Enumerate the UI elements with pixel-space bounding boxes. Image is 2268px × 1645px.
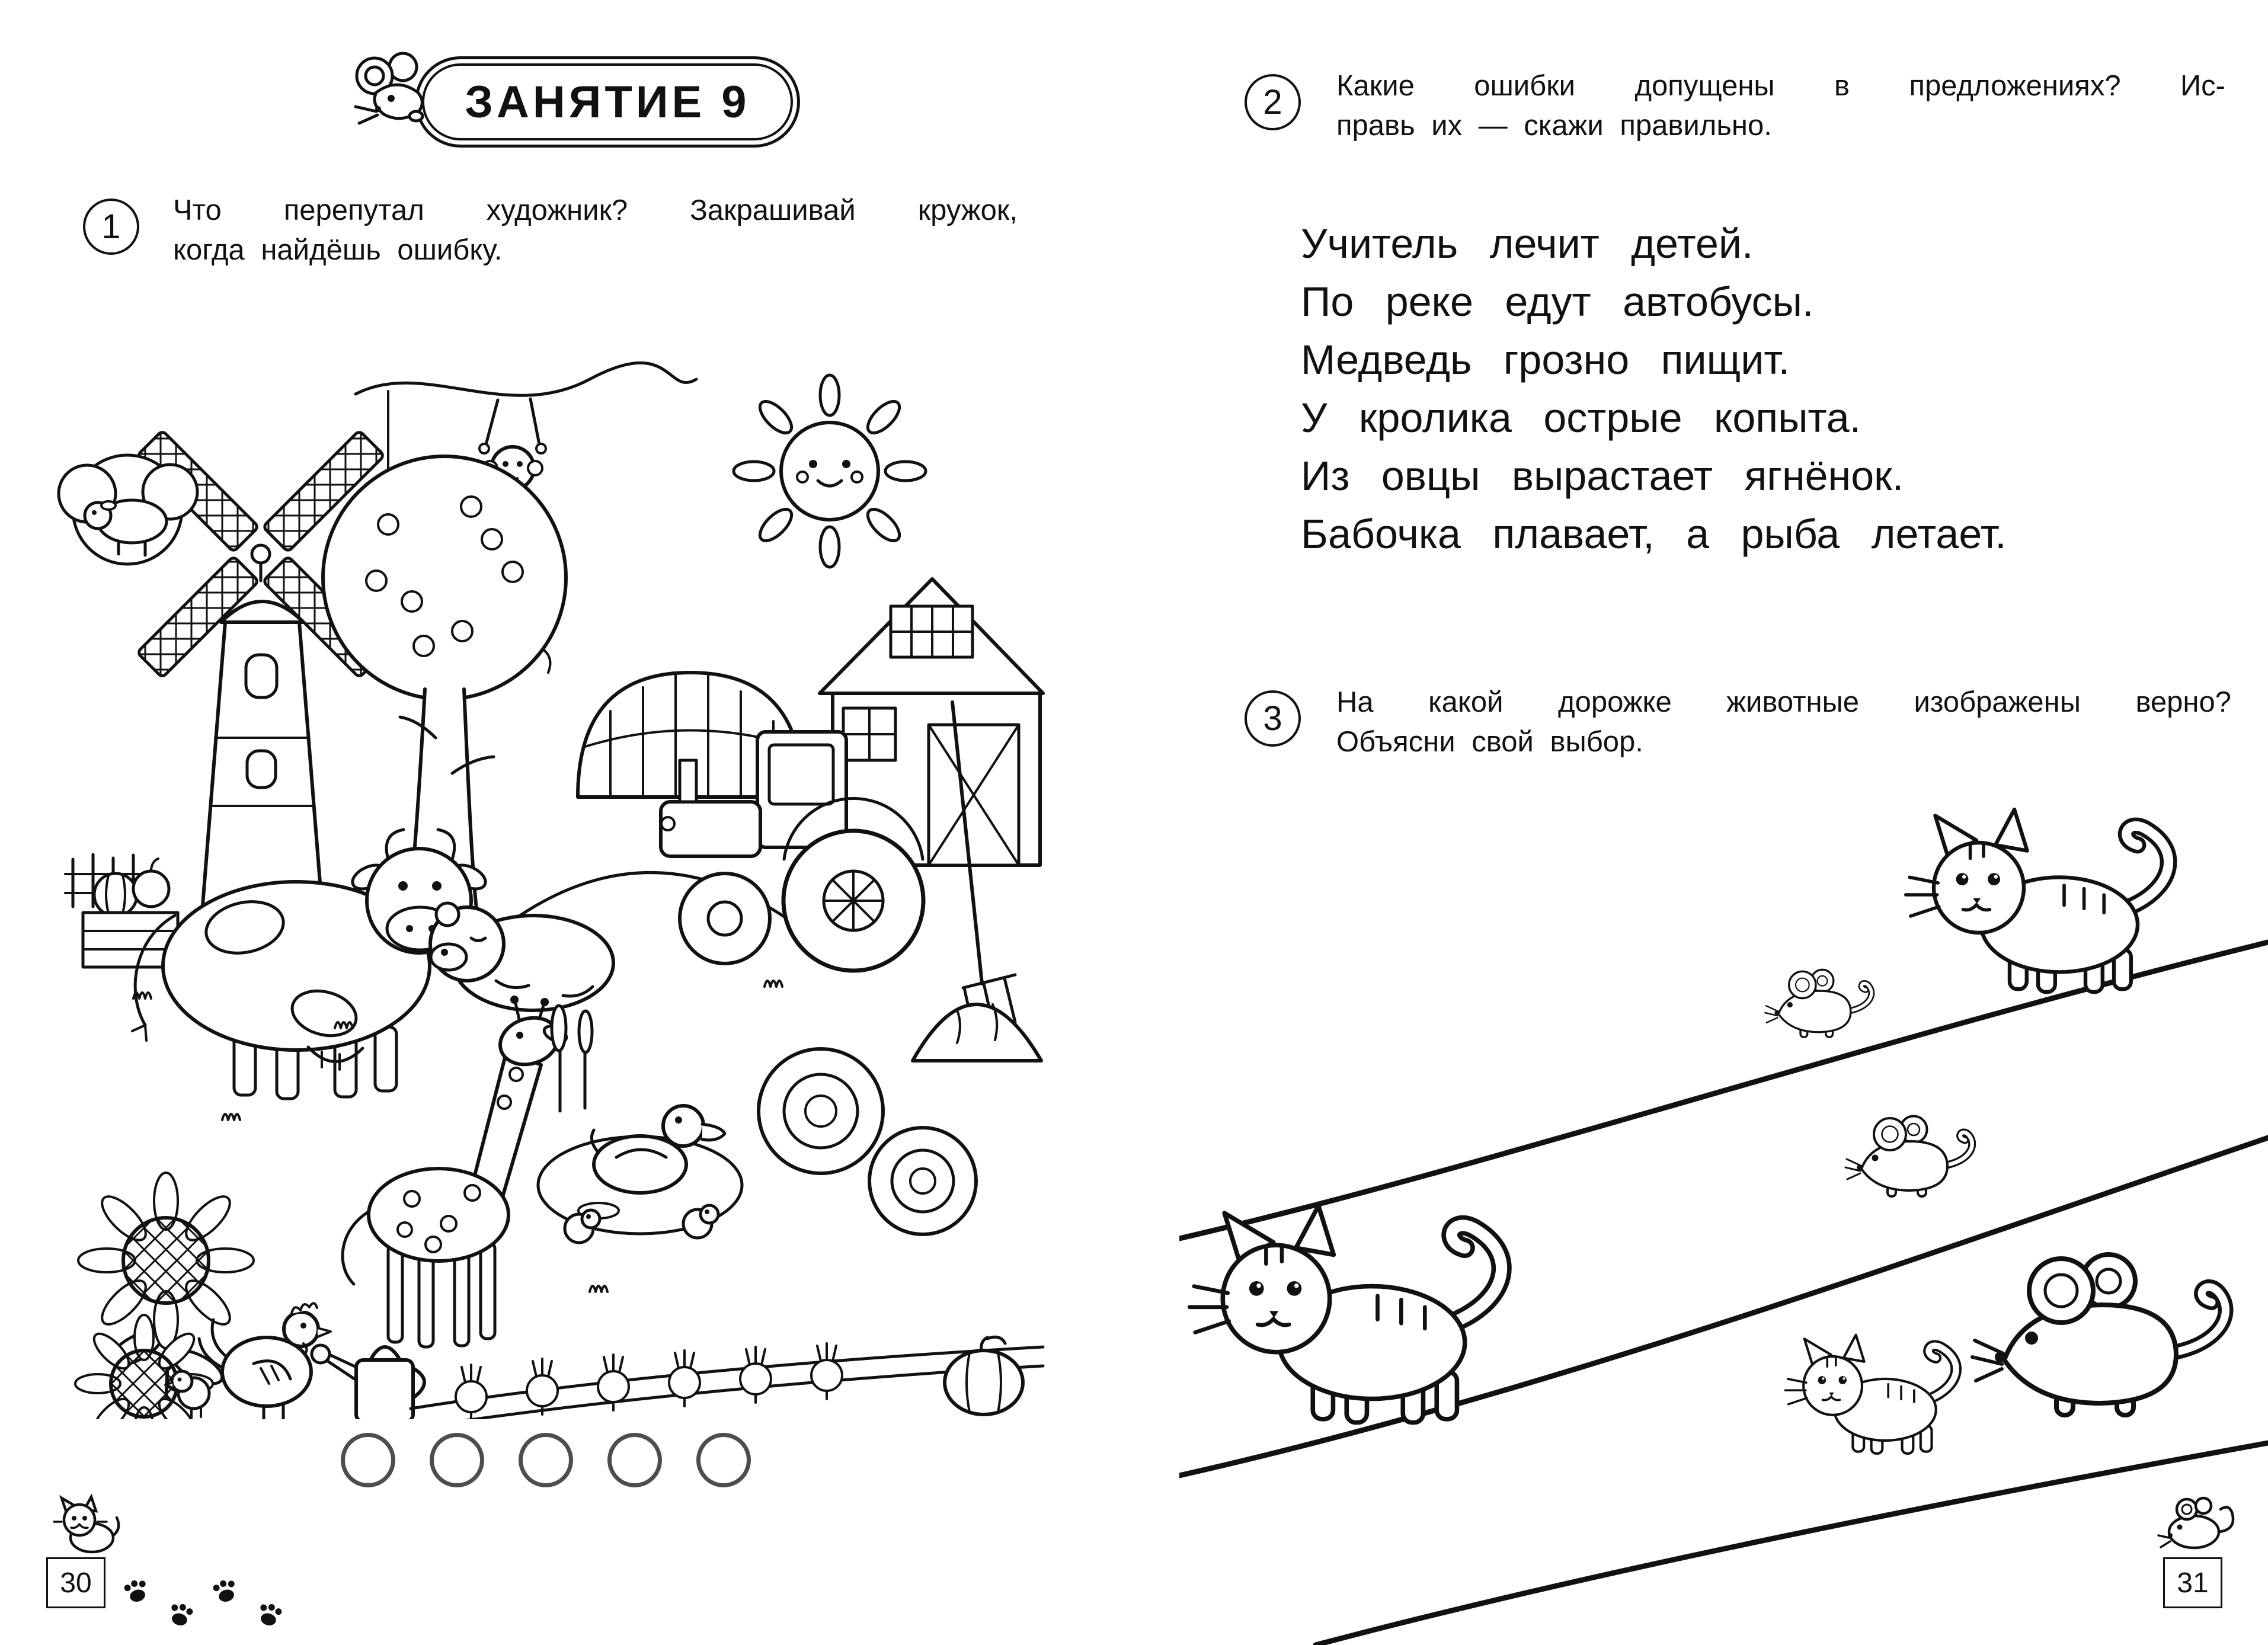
task3-number: 3 bbox=[1245, 690, 1301, 747]
task3-line1: На какой дорожке животные изображены верно? bbox=[1336, 686, 2231, 718]
barn bbox=[820, 579, 1043, 865]
task3-line2: Объясни свой выбор. bbox=[1336, 726, 1643, 758]
header-mouse-icon bbox=[344, 40, 444, 135]
sun-icon bbox=[734, 375, 926, 567]
task2-number: 2 bbox=[1245, 74, 1301, 130]
answer-circle-5[interactable] bbox=[696, 1433, 751, 1487]
paths-scene-illustration bbox=[1179, 788, 2268, 1645]
farm-scene-illustration bbox=[56, 323, 1046, 1419]
sentence-5: Из овцы вырастает ягнёнок. bbox=[1301, 453, 1904, 499]
watering-can bbox=[312, 1345, 424, 1419]
lesson-title: ЗАНЯТИЕ 9 bbox=[422, 63, 793, 140]
sentence-3: Медведь грозно пищит. bbox=[1301, 337, 1790, 383]
page-number-right: 31 bbox=[2163, 1557, 2222, 1608]
bottom-row-mouse bbox=[1972, 1254, 2226, 1415]
answer-circle-2[interactable] bbox=[430, 1433, 484, 1487]
sheep-in-tree bbox=[59, 455, 197, 564]
corner-cat-icon bbox=[53, 1493, 130, 1556]
path-line-3 bbox=[1316, 1443, 2268, 1645]
answer-circle-4[interactable] bbox=[607, 1433, 662, 1487]
task2-line2: правь их — скажи правильно. bbox=[1336, 110, 1772, 142]
top-row-cat bbox=[1906, 809, 2168, 992]
middle-row-cat bbox=[1189, 1206, 1501, 1423]
pond-with-duck-and-ducklings bbox=[538, 1006, 742, 1243]
task3-text bbox=[1336, 683, 2231, 762]
answer-circle-3[interactable] bbox=[519, 1433, 573, 1487]
sentence-list bbox=[1301, 215, 2007, 563]
task1-number: 1 bbox=[83, 199, 139, 255]
sentence-1: Учитель лечит детей. bbox=[1301, 220, 1754, 267]
paw-prints bbox=[119, 1564, 296, 1636]
hay-rolls bbox=[759, 1049, 976, 1234]
task1-line1: Что перепутал художник? Закрашивай кружок, bbox=[173, 194, 1018, 226]
task1-text bbox=[173, 191, 1018, 270]
lesson-header-badge bbox=[415, 56, 800, 148]
sentence-4: У кролика острые копыта. bbox=[1301, 395, 1861, 441]
bottom-row-cat bbox=[1786, 1335, 1956, 1454]
top-row-mouse bbox=[1765, 969, 1872, 1037]
middle-row-mouse bbox=[1845, 1116, 1972, 1197]
corner-mouse-icon bbox=[2157, 1490, 2246, 1556]
task1-line2: когда найдёшь ошибку. bbox=[173, 234, 503, 266]
haystack bbox=[913, 1004, 1041, 1061]
answer-circles-row bbox=[341, 1433, 751, 1487]
sentence-2: По реке едут автобусы. bbox=[1301, 279, 1814, 325]
task2-text bbox=[1336, 66, 2225, 146]
task2-line1: Какие ошибки допущены в предложениях? Ис- bbox=[1336, 70, 2225, 102]
page-number-left: 30 bbox=[46, 1557, 105, 1608]
sentence-6: Бабочка плавает, а рыба летает. bbox=[1301, 511, 2007, 557]
answer-circle-1[interactable] bbox=[341, 1433, 395, 1487]
